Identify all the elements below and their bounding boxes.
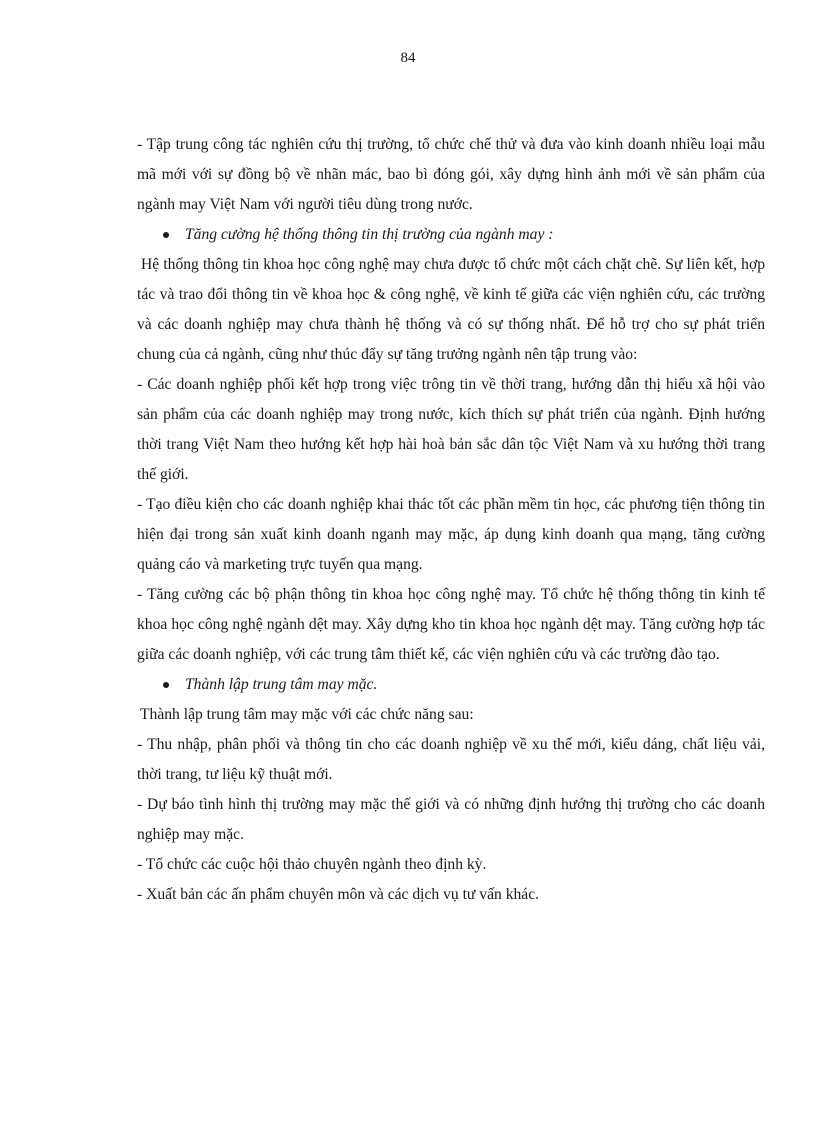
paragraph-software-adoption: - Tạo điều kiện cho các doanh nghiệp khai thác tốt các phần mềm tin học, các phương tiện thông tin hiện đại trong sản xuất kinh doanh nganh may mặc, áp dụng kinh doanh qua mạng, tăng cường quảng cáo và marketing trực tuyến qua mạng. [137,496,765,573]
list-item-publications: - Xuất bản các ấn phẩm chuyên môn và các dịch vụ tư vấn khác. [137,886,540,903]
paragraph-center-functions: Thành lập trung tâm may mặc với các chức năng sau: [140,706,474,723]
list-item-collect-info: - Thu nhập, phân phối và thông tin cho các doanh nghiệp về xu thế mới, kiểu dáng, chất liệu vải, thời trang, tư liệu kỹ thuật mới. [137,736,765,783]
document-body [137,130,765,910]
paragraph-info-system: Hệ thống thông tin khoa học công nghệ may chưa được tổ chức một cách chặt chẽ. Sự liên kết, hợp tác và trao đổi thông tin về khoa học & công nghệ, về kinh tế giữa các viện nghiên cứu, các trường và các doanh nghiệp may chưa thành hệ thống và có sự thống nhất. Để hỗ trợ cho sự phát triển chung của cả ngành, cũng như thúc đẩy sự tăng trưởng ngành nên tập trung vào: [137,256,765,363]
paragraph-strengthen-info: - Tăng cường các bộ phận thông tin khoa học công nghệ may. Tổ chức hệ thống thông tin kinh tế khoa học công nghệ ngành dệt may. Xây dựng kho tin khoa học ngành dệt may. Tăng cường hợp tác giữa các doanh nghiệp, với các trung tâm thiết kế, các viện nghiên cứu và các trường đào tạo. [137,586,765,663]
list-item-seminars: - Tổ chức các cuộc hội thảo chuyên ngành theo định kỳ. [137,856,487,873]
bullet-heading-market-info: Tăng cường hệ thống thông tin thị trường của ngành may : [137,220,765,250]
bullet-heading-garment-center: Thành lập trung tâm may mặc. [137,670,765,700]
list-item-market-forecast: - Dự báo tình hình thị trường may mặc thế giới và có những định hướng thị trường cho các doanh nghiệp may mặc. [137,796,765,843]
page-number: 84 [400,50,416,66]
paragraph-fashion-coordination: - Các doanh nghiệp phối kết hợp trong việc trông tin về thời trang, hướng dẫn thị hiếu xã hội vào sản phẩm của các doanh nghiệp may trong nước, kích thích sự phát triển của ngành. Định hướng thời trang Việt Nam theo hướng kết hợp hài hoà bản sắc dân tộc Việt Nam và xu hướng thời trang thế giới. [137,376,765,483]
paragraph-market-research: - Tập trung công tác nghiên cứu thị trường, tổ chức chế thử và đưa vào kinh doanh nhiều loại mẫu mã mới với sự đồng bộ về nhãn mác, bao bì đóng gói, xây dựng hình ảnh mới về sản phẩm của ngành may Việt Nam với người tiêu dùng trong nước. [137,136,765,213]
